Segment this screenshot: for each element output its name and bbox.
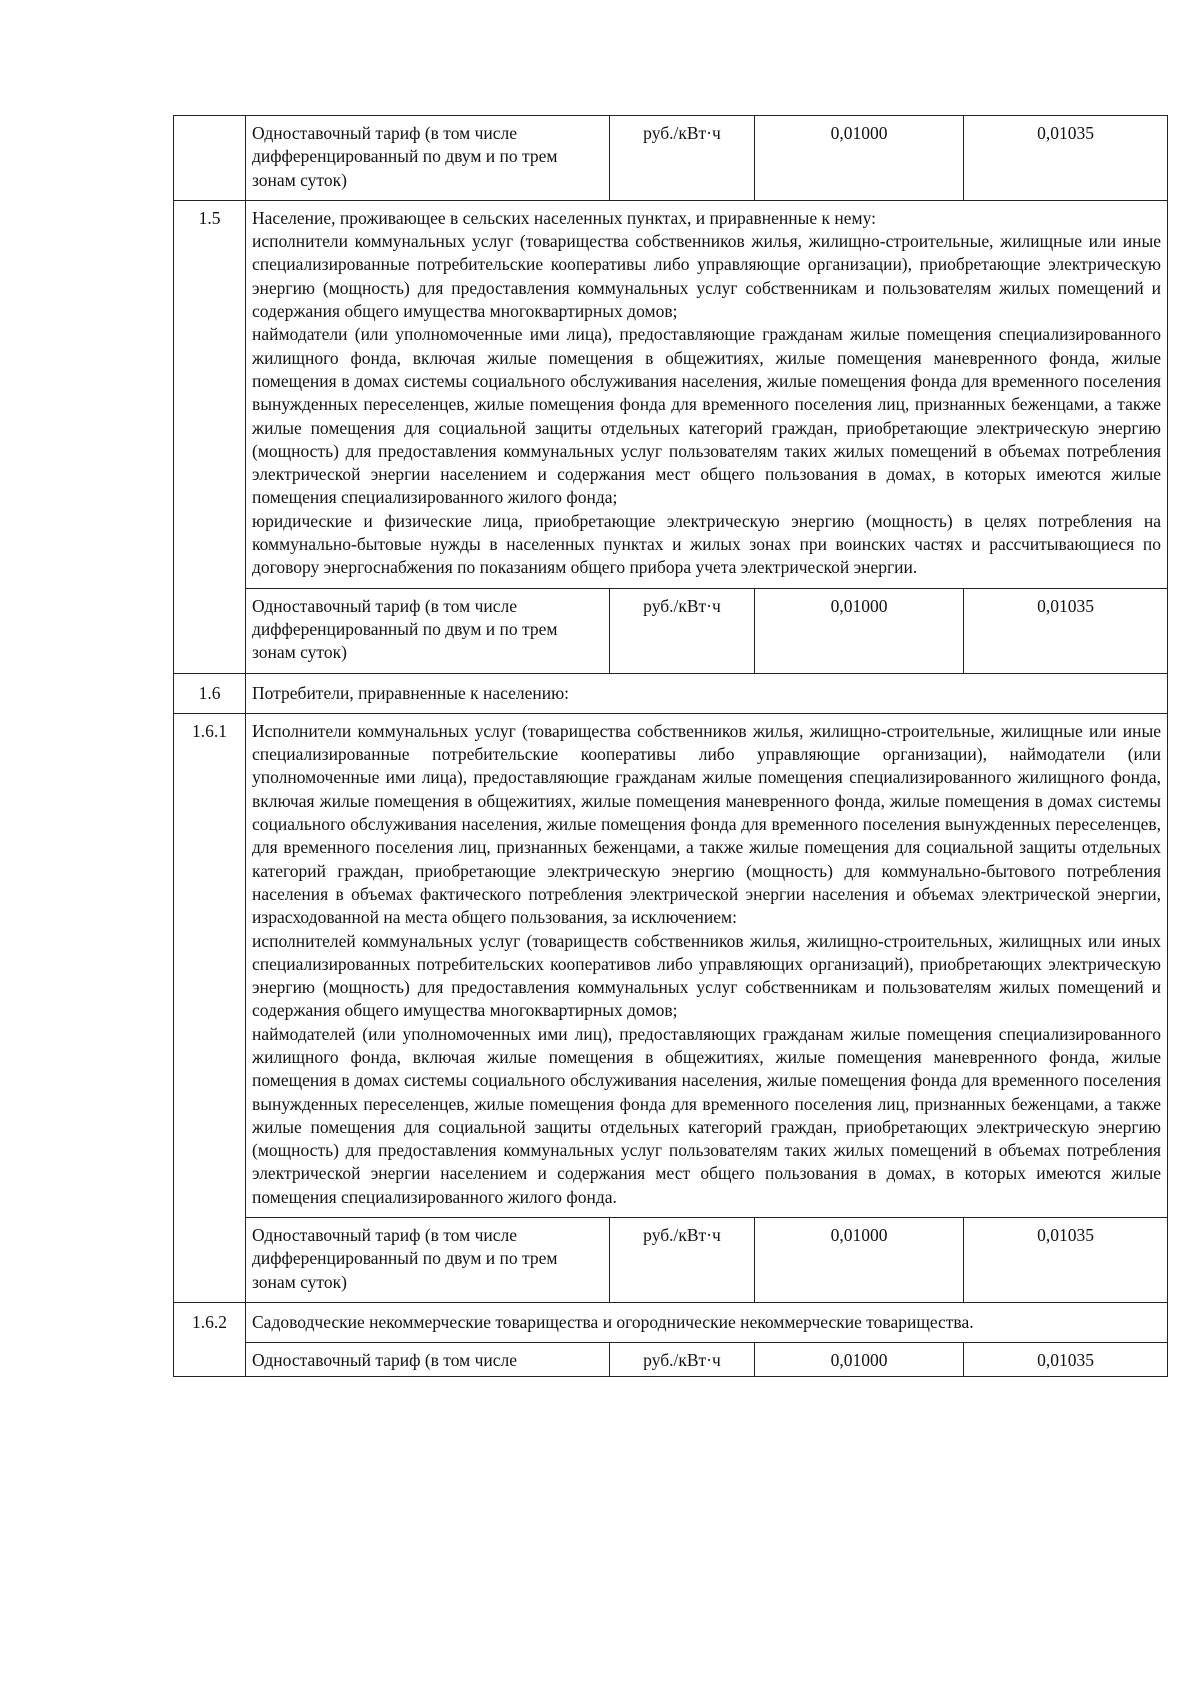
unit-cell: руб./кВт·ч — [610, 1343, 755, 1376]
value-1-cell: 0,01000 — [755, 1343, 964, 1376]
paragraph: Исполнители коммунальных услуг (товарищества собственников жилья, жилищно-строительные, жилищные или иные специализированные потребительские кооперативы либо управляющие организации), наймодатели (или уполномоченные ими лица), предоставляющие гражданам жилые помещения специализированного жилищного фонда, включая жилые помещения в общежитиях, жилые помещения маневренного фонда, жилые помещения в домах системы социального обслуживания населения, жилые помещения фонда для временного поселения вынужденных переселенцев, для временного поселения лиц, признанных беженцами, а также жилые помещения для социальной защиты отдельных категорий граждан, приобретающие электрическую энергию (мощность) для коммунально-бытового потребления населения в объемах фактического потребления электрической энергии населения и объемах электрической энергии, израсходованной на места общего пользования, за исключением: — [252, 720, 1161, 928]
tariff-label-cell: Одноставочный тариф (в том числе дифференцированный по двум и по трем зонам суток) — [246, 588, 610, 673]
section-row-1-5 — [174, 200, 1168, 588]
section-description — [246, 713, 1168, 1217]
tariff-row — [174, 1218, 1168, 1303]
section-row-1-6 — [174, 673, 1168, 713]
row-number: 1.6 — [174, 673, 246, 713]
paragraph: Население, проживающее в сельских населенных пунктах, и приравненные к нему: — [252, 207, 877, 228]
paragraph: исполнителей коммунальных услуг (товариществ собственников жилья, жилищно-строительных, жилищных или иных специализированных потребительских кооперативов либо управляющих организаций), приобретающих электрическую энергию (мощность) для предоставления коммунальных услуг собственникам и пользователям жилых помещений и содержания общего имущества многоквартирных домов; — [252, 930, 1161, 1021]
row-number: 1.6.2 — [174, 1302, 246, 1376]
tariff-row — [174, 588, 1168, 673]
section-row-1-6-1 — [174, 713, 1168, 1217]
row-number-cell — [174, 116, 246, 201]
paragraph: юридические и физические лица, приобретающие электрическую энергию (мощность) в целях потребления на коммунально-бытовые нужды в населенных пунктах и жилых зонах при воинских частях и рассчитывающиеся по договору энергоснабжения по показаниям общего прибора учета электрической энергии. — [252, 510, 1161, 578]
paragraph: наймодателей (или уполномоченных ими лиц), предоставляющих гражданам жилые помещения специализированного жилищного фонда, включая жилые помещения в общежитиях, жилые помещения маневренного фонда, жилые помещения в домах системы социального обслуживания населения, жилые помещения фонда для временного поселения вынужденных переселенцев, жилые помещения фонда для временного поселения лиц, признанных беженцами, а также жилые помещения для социальной защиты отдельных категорий граждан, приобретающих электрическую энергию (мощность) для предоставления коммунальных услуг пользователям таких жилых помещений в объемах потребления электрической энергии населением и содержания мест общего пользования в домах, в которых имеются жилые помещения специализированного жилого фонда. — [252, 1023, 1161, 1207]
tariff-label-cell: Одноставочный тариф (в том числе дифференцированный по двум и по трем зонам суток) — [246, 1218, 610, 1303]
paragraph: наймодатели (или уполномоченные ими лица), предоставляющие гражданам жилые помещения специализированного жилищного фонда, включая жилые помещения в общежитиях, жилые помещения маневренного фонда, жилые помещения в домах системы социального обслуживания населения, жилые помещения фонда для временного поселения вынужденных переселенцев, жилые помещения фонда для временного поселения лиц, признанных беженцами, а также жилые помещения для социальной защиты отдельных категорий граждан, приобретающие электрическую энергию (мощность) для предоставления коммунальных услуг пользователям таких жилых помещений в объемах потребления электрической энергии населением и содержания мест общего пользования в домах, в которых имеются жилые помещения специализированного жилого фонда; — [252, 324, 1161, 508]
section-description: Потребители, приравненные к населению: — [246, 673, 1168, 713]
value-2-cell: 0,01035 — [964, 1218, 1168, 1303]
tariff-row — [174, 116, 1168, 201]
unit-cell: руб./кВт·ч — [610, 116, 755, 201]
tariff-row — [174, 1343, 1168, 1376]
value-2-cell: 0,01035 — [964, 588, 1168, 673]
value-2-cell: 0,01035 — [964, 116, 1168, 201]
tariff-table — [173, 115, 1168, 1377]
section-description — [246, 200, 1168, 588]
row-number: 1.5 — [174, 200, 246, 673]
section-description: Садоводческие некоммерческие товарищества и огороднические некоммерческие товарищества. — [246, 1302, 1168, 1342]
tariff-label-cell: Одноставочный тариф (в том числе — [246, 1343, 610, 1376]
section-row-1-6-2 — [174, 1302, 1168, 1342]
unit-cell: руб./кВт·ч — [610, 588, 755, 673]
unit-cell: руб./кВт·ч — [610, 1218, 755, 1303]
tariff-label-cell: Одноставочный тариф (в том числе дифференцированный по двум и по трем зонам суток) — [246, 116, 610, 201]
value-1-cell: 0,01000 — [755, 588, 964, 673]
value-2-cell: 0,01035 — [964, 1343, 1168, 1376]
value-1-cell: 0,01000 — [755, 1218, 964, 1303]
row-number: 1.6.1 — [174, 713, 246, 1302]
paragraph: исполнители коммунальных услуг (товарищества собственников жилья, жилищно-строительные, жилищные или иные специализированные потребительские кооперативы либо управляющие организации), приобретающие электрическую энергию (мощность) для предоставления коммунальных услуг собственникам и пользователям жилых помещений и содержания общего имущества многоквартирных домов; — [252, 231, 1161, 322]
value-1-cell: 0,01000 — [755, 116, 964, 201]
